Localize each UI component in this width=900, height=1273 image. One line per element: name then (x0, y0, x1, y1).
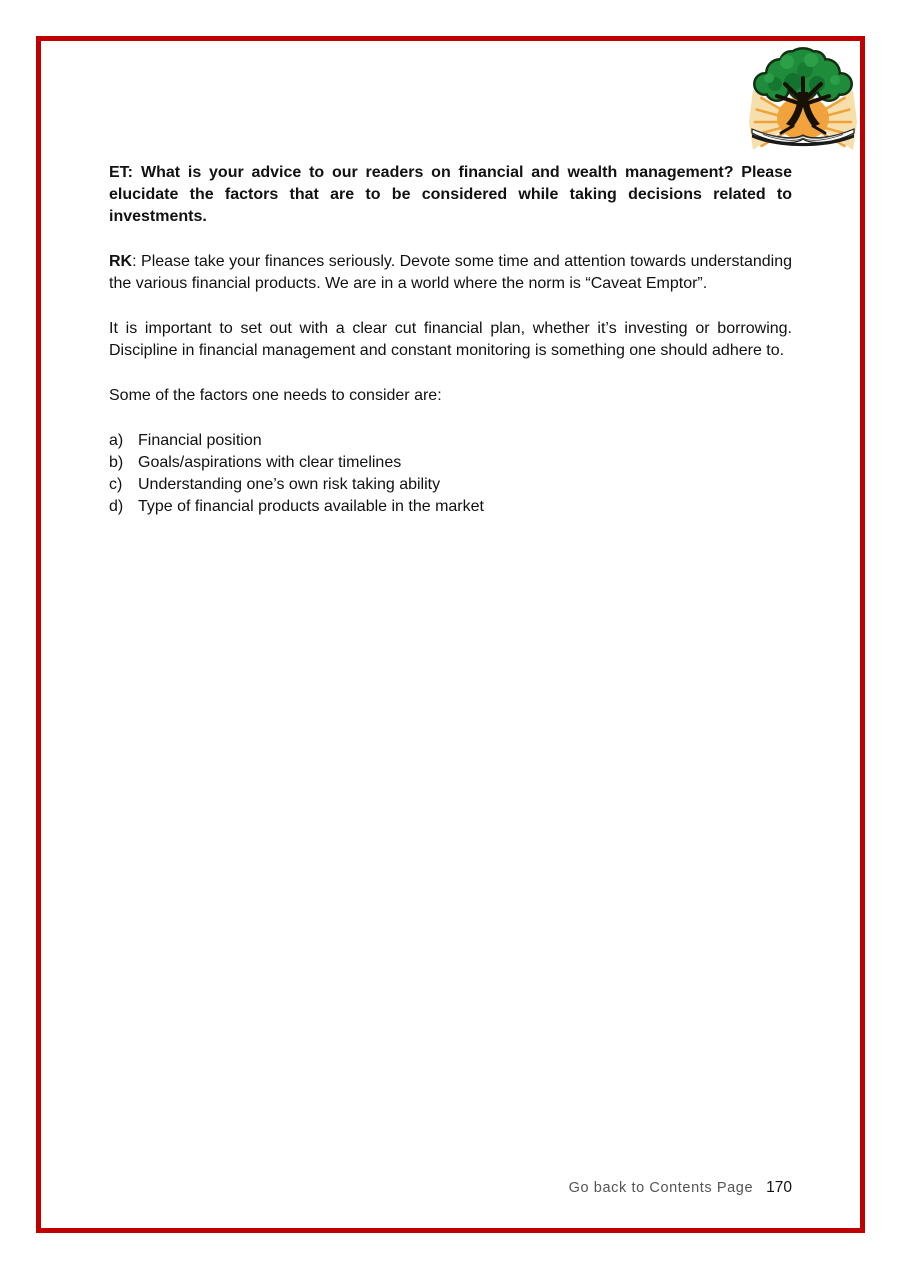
answer-paragraph-1 (109, 251, 792, 295)
page-number: 170 (766, 1179, 792, 1196)
answer-speaker: RK (109, 253, 133, 270)
page-footer (569, 1179, 792, 1197)
list-text: Type of financial products available in the market (138, 498, 484, 515)
list-marker: a) (109, 432, 124, 449)
list-text: Understanding one’s own risk taking ability (138, 476, 441, 493)
list-text: Goals/aspirations with clear timelines (138, 454, 402, 471)
article-body (109, 162, 792, 518)
tree-book-logo (747, 44, 859, 150)
list-item (109, 496, 792, 518)
list-marker: c) (109, 476, 123, 493)
list-text: Financial position (138, 432, 262, 449)
question-text: What is your advice to our readers on financial and wealth management? Please elucidate the factors that are to be considered while taking decisions related to investments. (109, 164, 792, 225)
list-marker: b) (109, 454, 124, 471)
contents-page-link[interactable]: Go back to Contents Page (568, 1180, 754, 1196)
list-item (109, 474, 792, 496)
list-item (109, 430, 792, 452)
answer-paragraph-2: It is important to set out with a clear cut financial plan, whether it’s investing or borrowing. Discipline in financial management and constant monitoring is something one should adhere to. (109, 320, 792, 359)
question-speaker: ET: (109, 164, 133, 181)
question-paragraph (109, 162, 792, 228)
list-marker: d) (109, 498, 124, 515)
factors-intro: Some of the factors one needs to consider are: (109, 387, 442, 404)
list-item (109, 452, 792, 474)
answer-text-1: : Please take your finances seriously. Devote some time and attention towards understanding the various financial products. We are in a world where the norm is “Caveat Emptor”. (109, 253, 792, 292)
